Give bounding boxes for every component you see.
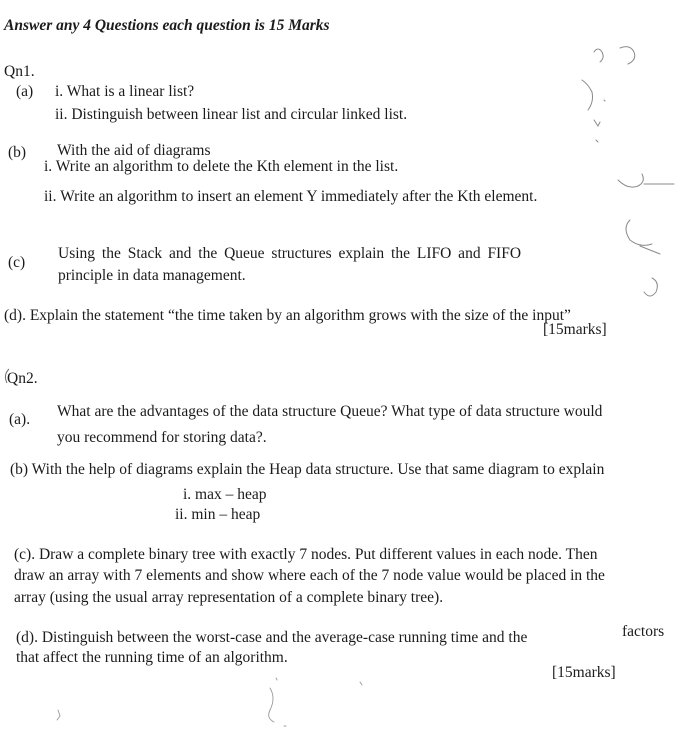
- pencil-mark: [618, 174, 643, 187]
- pencil-mark: [594, 120, 600, 126]
- q2b-line1: (b) With the help of diagrams explain the Heap data structure. Use that same diagram to explain: [10, 461, 605, 478]
- pencil-mark: [640, 246, 660, 254]
- q2a-tag: (a).: [9, 411, 31, 428]
- q1c-tag: (c): [8, 254, 26, 271]
- pencil-mark: [360, 682, 362, 685]
- pencil-mark: [57, 710, 60, 720]
- pencil-mark: [626, 220, 652, 245]
- q2b-ii: ii. min – heap: [175, 506, 261, 523]
- q1-label: Qn1.: [4, 63, 35, 80]
- q1c-line1: Using the Stack and the Queue structures explain the LIFO and FIFO: [58, 245, 522, 262]
- q1c-line2: principle in data management.: [58, 267, 246, 284]
- q1b-i: i. Write an algorithm to delete the Kth element in the list.: [44, 158, 399, 175]
- q2c-line1: (c). Draw a complete binary tree with exactly 7 nodes. Put different values in each node. Then: [14, 546, 598, 563]
- q2b-i: i. max – heap: [183, 486, 267, 503]
- q2d-line1: (d). Distinguish between the worst-case and the average-case running time and the: [16, 629, 528, 646]
- q1-marks: [15marks]: [543, 321, 607, 338]
- margin-pencil-marks: [560, 30, 682, 310]
- q1d-text: (d). Explain the statement “the time taken by an algorithm grows with the size of the input”: [4, 307, 571, 324]
- q1b-tag: (b): [8, 144, 27, 161]
- margin-bracket-mark: [0, 365, 12, 389]
- q1a-ii: ii. Distinguish between linear list and circular linked list.: [55, 106, 408, 123]
- q2d-factors: factors: [622, 623, 665, 640]
- q2d-line2: that affect the running time of an algorithm.: [16, 649, 288, 666]
- pencil-mark: [620, 47, 635, 64]
- pencil-mark: [594, 49, 603, 62]
- q2c-line3: array (using the usual array representation of a complete binary tree).: [14, 589, 444, 606]
- q2a-line1: What are the advantages of the data structure Queue? What type of data structure would: [57, 403, 603, 420]
- pencil-mark: [596, 140, 598, 142]
- q2a-line2: you recommend for storing data?.: [57, 429, 267, 446]
- pencil-mark: [276, 678, 277, 680]
- q1a-tag: (a): [16, 83, 34, 100]
- pencil-mark: [604, 100, 605, 101]
- q2-marks: [15marks]: [552, 664, 616, 681]
- q1b-intro: With the aid of diagrams: [57, 142, 211, 159]
- bottom-pencil-marks: [40, 670, 380, 730]
- q1a-i: i. What is a linear list?: [55, 83, 195, 100]
- q1b-ii: ii. Write an algorithm to insert an element Y immediately after the Kth element.: [44, 188, 538, 205]
- pencil-mark: [644, 278, 657, 296]
- pencil-mark: [269, 688, 274, 722]
- q2-label: Qn2.: [7, 370, 38, 387]
- pencil-mark: [582, 80, 593, 110]
- instructions-heading: Answer any 4 Questions each question is 15 Marks: [4, 17, 330, 34]
- q2c-line2: draw an array with 7 elements and show where each of the 7 node value would be placed in the: [14, 567, 605, 584]
